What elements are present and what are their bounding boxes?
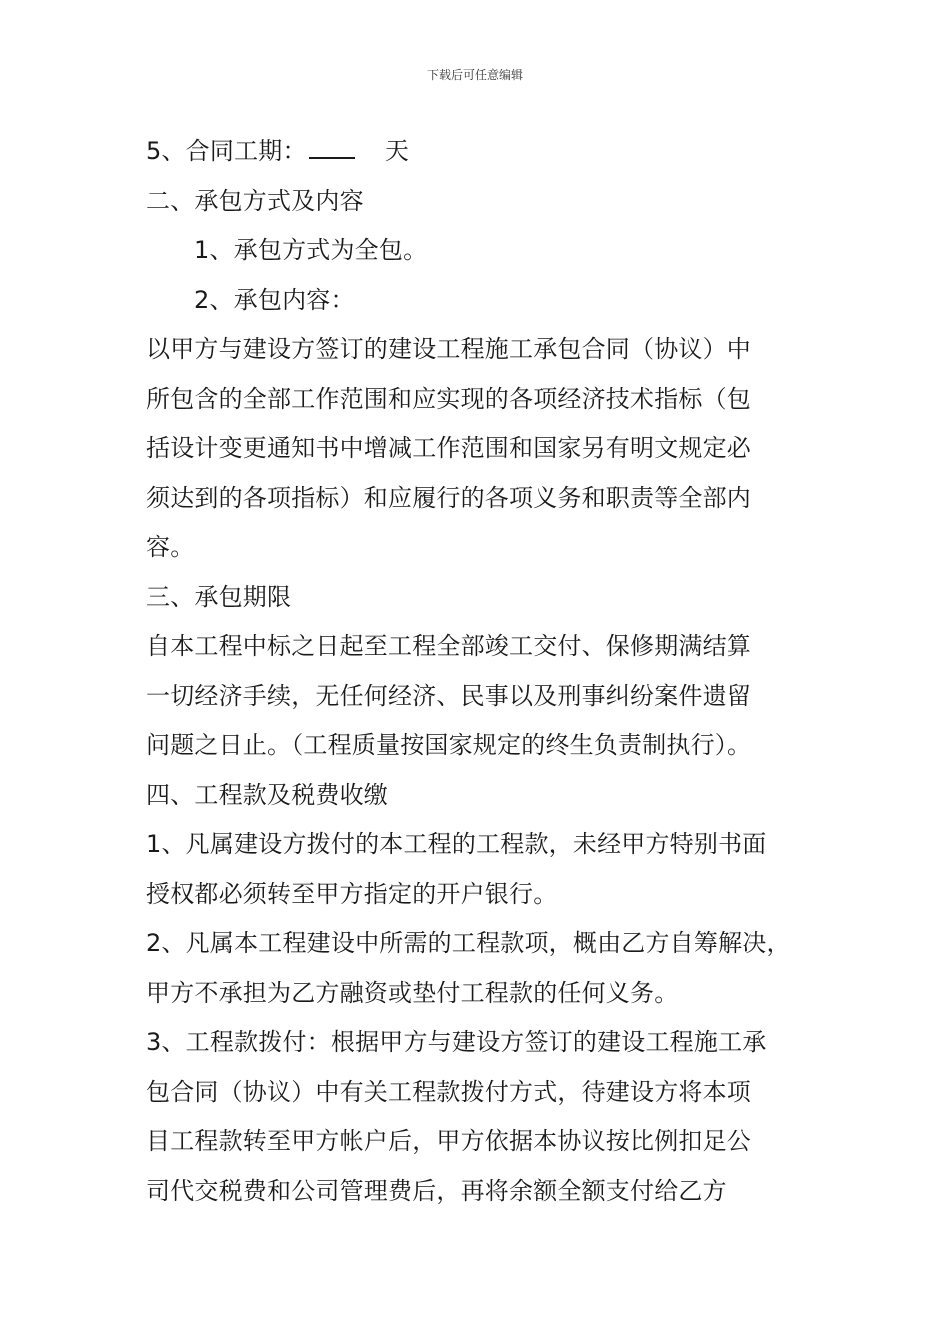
- page-header-note: 下载后可任意编辑: [426, 68, 523, 82]
- section-heading-2: 二、承包方式及内容: [146, 186, 364, 215]
- paragraph-line: 自本工程中标之日起至工程全部竣工交付、保修期满结算: [146, 632, 751, 660]
- paragraph-line: 授权都必须转至甲方指定的开户银行。: [146, 879, 558, 908]
- paragraph-line: 所包含的全部工作范围和应实现的各项经济技术指标（包: [146, 384, 751, 413]
- contract-period-label: 5、合同工期：: [146, 137, 307, 165]
- document-body: [146, 127, 836, 1216]
- paragraph-line: 1、凡属建设方拨付的本工程的工程款，未经甲方特别书面: [146, 830, 767, 858]
- paragraph-line: 须达到的各项指标）和应履行的各项义务和职责等全部内: [146, 483, 751, 512]
- paragraph-line: 一切经济手续，无任何经济、民事以及刑事纠纷案件遗留: [146, 681, 751, 710]
- paragraph-line: 目工程款转至甲方帐户后，甲方依据本协议按比例扣足公: [146, 1127, 751, 1155]
- paragraph-line: 2、凡属本工程建设中所需的工程款项，概由乙方自筹解决，: [146, 929, 791, 957]
- paragraph-line: 容。: [146, 533, 195, 561]
- paragraph-line: 以甲方与建设方签订的建设工程施工承包合同（协议）中: [146, 335, 751, 363]
- paragraph-line: 2、承包内容：: [194, 285, 355, 314]
- paragraph-line: 1、承包方式为全包。: [194, 236, 428, 264]
- section-heading-4: 四、工程款及税费收缴: [146, 780, 388, 809]
- section-heading-3: 三、承包期限: [146, 582, 292, 611]
- paragraph-line: 包合同（协议）中有关工程款拨付方式，待建设方将本项: [146, 1077, 751, 1106]
- contract-period-unit: 天: [360, 137, 410, 165]
- paragraph-line: 问题之日止。（工程质量按国家规定的终生负责制执行）。: [146, 731, 752, 759]
- paragraph-line: 括设计变更通知书中增减工作范围和国家另有明文规定必: [146, 434, 751, 462]
- fill-in-blank[interactable]: [309, 139, 355, 159]
- paragraph-line: 司代交税费和公司管理费后，再将余额全额支付给乙方: [146, 1176, 727, 1205]
- paragraph-line: 甲方不承担为乙方融资或垫付工程款的任何义务。: [146, 978, 679, 1007]
- paragraph-line: 3、工程款拨付：根据甲方与建设方签订的建设工程施工承: [146, 1028, 767, 1056]
- contract-period-line: [146, 127, 836, 177]
